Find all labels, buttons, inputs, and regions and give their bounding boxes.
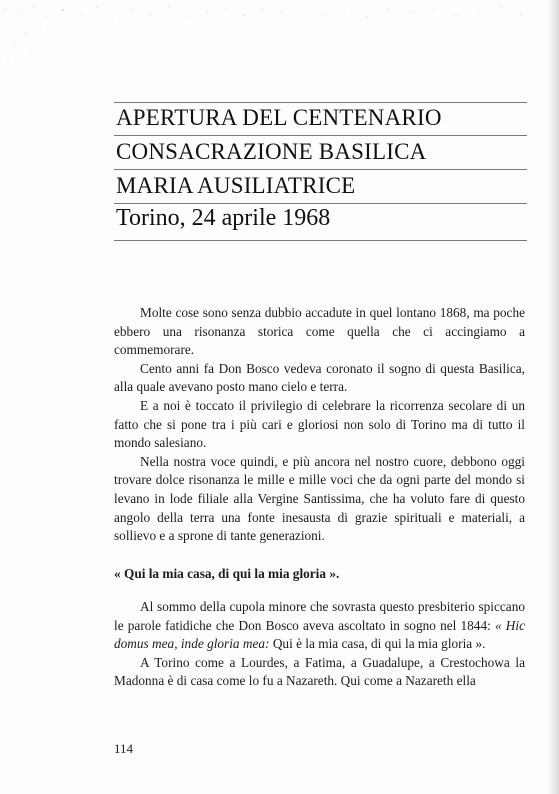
heading-rule: [114, 102, 527, 103]
heading-rule: [114, 240, 527, 241]
section-subheading: « Qui la mia casa, di qui la mia gloria ».: [114, 566, 340, 581]
page-number: 114: [114, 741, 134, 756]
scan-noise: [0, 0, 559, 70]
paragraph: E a noi è toccato il privilegio di celebrare la ricorrenza secolare di un fatto che si pone tra i più cari e gloriosi non solo di Torino ma di tutto il mondo salesiano.: [114, 397, 525, 451]
paragraph: A Torino come a Lourdes, a Fatima, a Guadalupe, a Crestochowa la Madonna è di casa come lo fu a Nazareth. Qui come a Nazareth ella: [114, 654, 525, 689]
page-edge-shadow: [546, 0, 559, 794]
heading-line: CONSACRAZIONE BASILICA: [116, 139, 427, 164]
body-section-1: [114, 304, 525, 546]
heading-line: MARIA AUSILIATRICE: [116, 173, 356, 198]
paragraph-text: Al sommo della cupola minore che sovrasta questo presbiterio spiccano le parole fatidiche che Don Bosco aveva ascoltato in sogno nel 1844:: [114, 599, 525, 633]
paragraph: [114, 598, 525, 654]
paragraph: Nella nostra voce quindi, e più ancora nel nostro cuore, debbono oggi trovare dolce risonanza le mille e mille voci che da ogni parte del mondo si levano in lode filiale alla Vergine Santissima, che ha voluto fare di questo angolo della terra una fonte inesausta di grazie spirituali e materiali, a sollievo e a sprone di tante generazioni.: [114, 453, 525, 544]
latin-quote: « Hic domus mea, inde gloria mea:: [114, 617, 526, 652]
heading-line: APERTURA DEL CENTENARIO: [116, 105, 442, 130]
paragraph-text: Qui è la mia casa, di qui la mia gloria ».: [272, 636, 486, 652]
paragraph: Cento anni fa Don Bosco vedeva coronato il sogno di questa Basilica, alla quale avevano posto mano cielo e terra.: [114, 360, 525, 395]
body-section-2: [114, 598, 525, 691]
paragraph: Molte cose sono senza dubbio accadute in quel lontano 1868, ma poche ebbero una risonanza storica come quella che ci accingiamo a commemorare.: [114, 305, 525, 358]
heading-rule: [114, 135, 527, 136]
heading-rule: [114, 169, 527, 170]
heading-date: Torino, 24 aprile 1968: [116, 205, 331, 231]
